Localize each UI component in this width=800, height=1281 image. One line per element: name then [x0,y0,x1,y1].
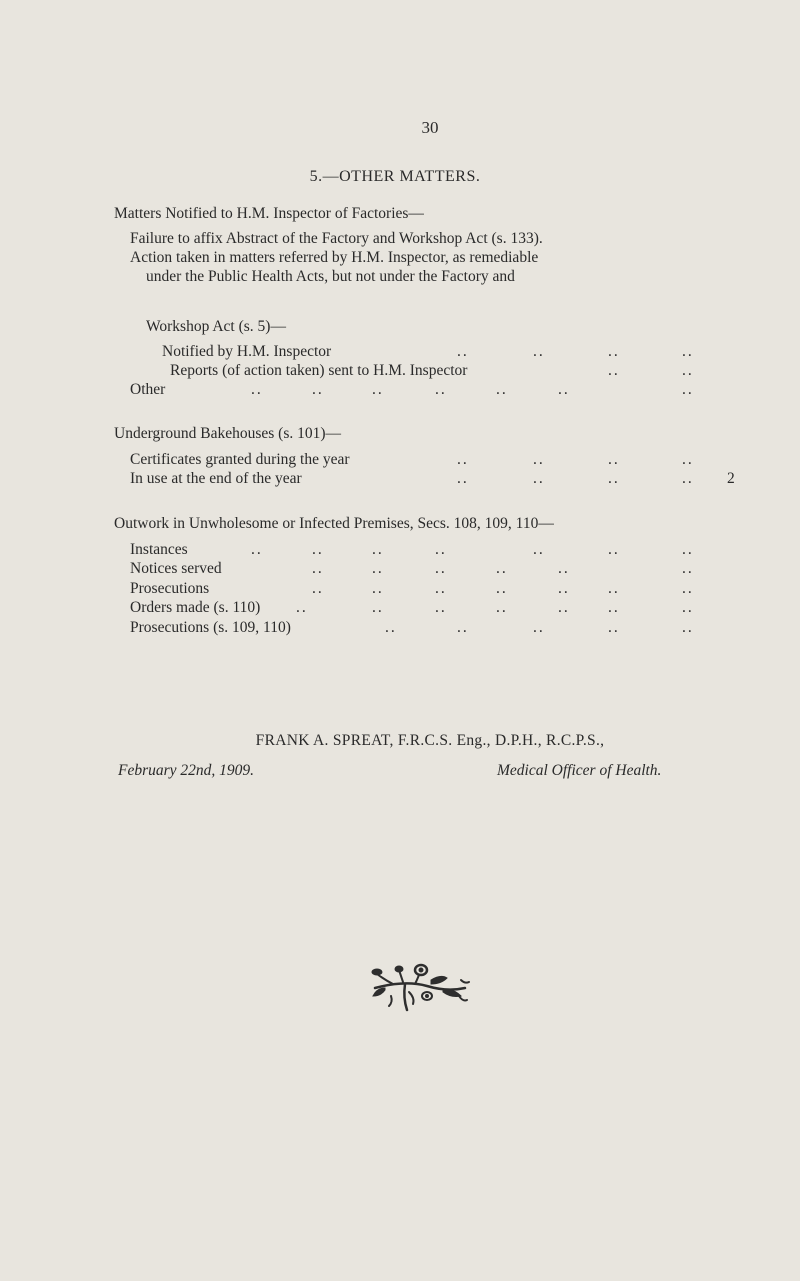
item-label: Reports (of action taken) sent to H.M. Inspector [170,362,468,379]
item-label: Certificates granted during the year [130,451,350,468]
list-item: Other .. .. .. .. .. .. .. [130,381,694,398]
notified-heading: Matters Notified to H.M. Inspector of Factories— [114,205,424,222]
list-item: Prosecutions (s. 109, 110) .. .. .. .. .. [130,619,694,636]
workshop-heading: Workshop Act (s. 5)— [146,318,286,335]
signature: FRANK A. SPREAT, F.R.C.S. Eng., D.P.H., R.C.P.S., [255,732,605,749]
item-label: Prosecutions (s. 109, 110) [130,619,291,636]
list-item: In use at the end of the year .. .. .. .. 2 [130,470,735,487]
failure-line: Failure to affix Abstract of the Factory and Workshop Act (s. 133). [130,230,543,247]
item-label: Prosecutions [130,580,210,597]
list-item: Prosecutions .. .. .. .. .. .. .. [130,580,694,597]
item-label: Instances [130,541,188,558]
officer-title: Medical Officer of Health. [497,762,662,779]
page-number: 30 [421,118,439,137]
action-line-1: Action taken in matters referred by H.M. Inspector, as remediable [130,249,539,266]
list-item: Notices served .. .. .. .. .. .. [130,560,694,577]
list-item: Instances .. .. .. .. .. .. .. [130,541,694,558]
floral-ornament-icon [365,962,473,1019]
outwork-heading: Outwork in Unwholesome or Infected Premises, Secs. 108, 109, 110— [114,515,554,532]
item-label: Orders made (s. 110) [130,599,261,616]
item-value: 2 [727,470,735,487]
item-label: Notices served [130,560,222,577]
bakehouses-heading: Underground Bakehouses (s. 101)— [114,425,342,442]
item-label: Other [130,381,166,398]
list-item: Orders made (s. 110) .. .. .. .. .. .. .. [130,599,694,616]
action-line-2: under the Public Health Acts, but not under the Factory and [146,268,515,285]
list-item: Notified by H.M. Inspector .. .. .. .. [162,343,694,360]
section-title: 5.—OTHER MATTERS. [309,168,481,185]
list-item: Reports (of action taken) sent to H.M. Inspector .. .. [170,362,694,379]
date: February 22nd, 1909. [118,762,255,779]
item-label: Notified by H.M. Inspector [162,343,332,360]
list-item: Certificates granted during the year .. .. .. .. [130,451,694,468]
item-label: In use at the end of the year [130,470,302,487]
